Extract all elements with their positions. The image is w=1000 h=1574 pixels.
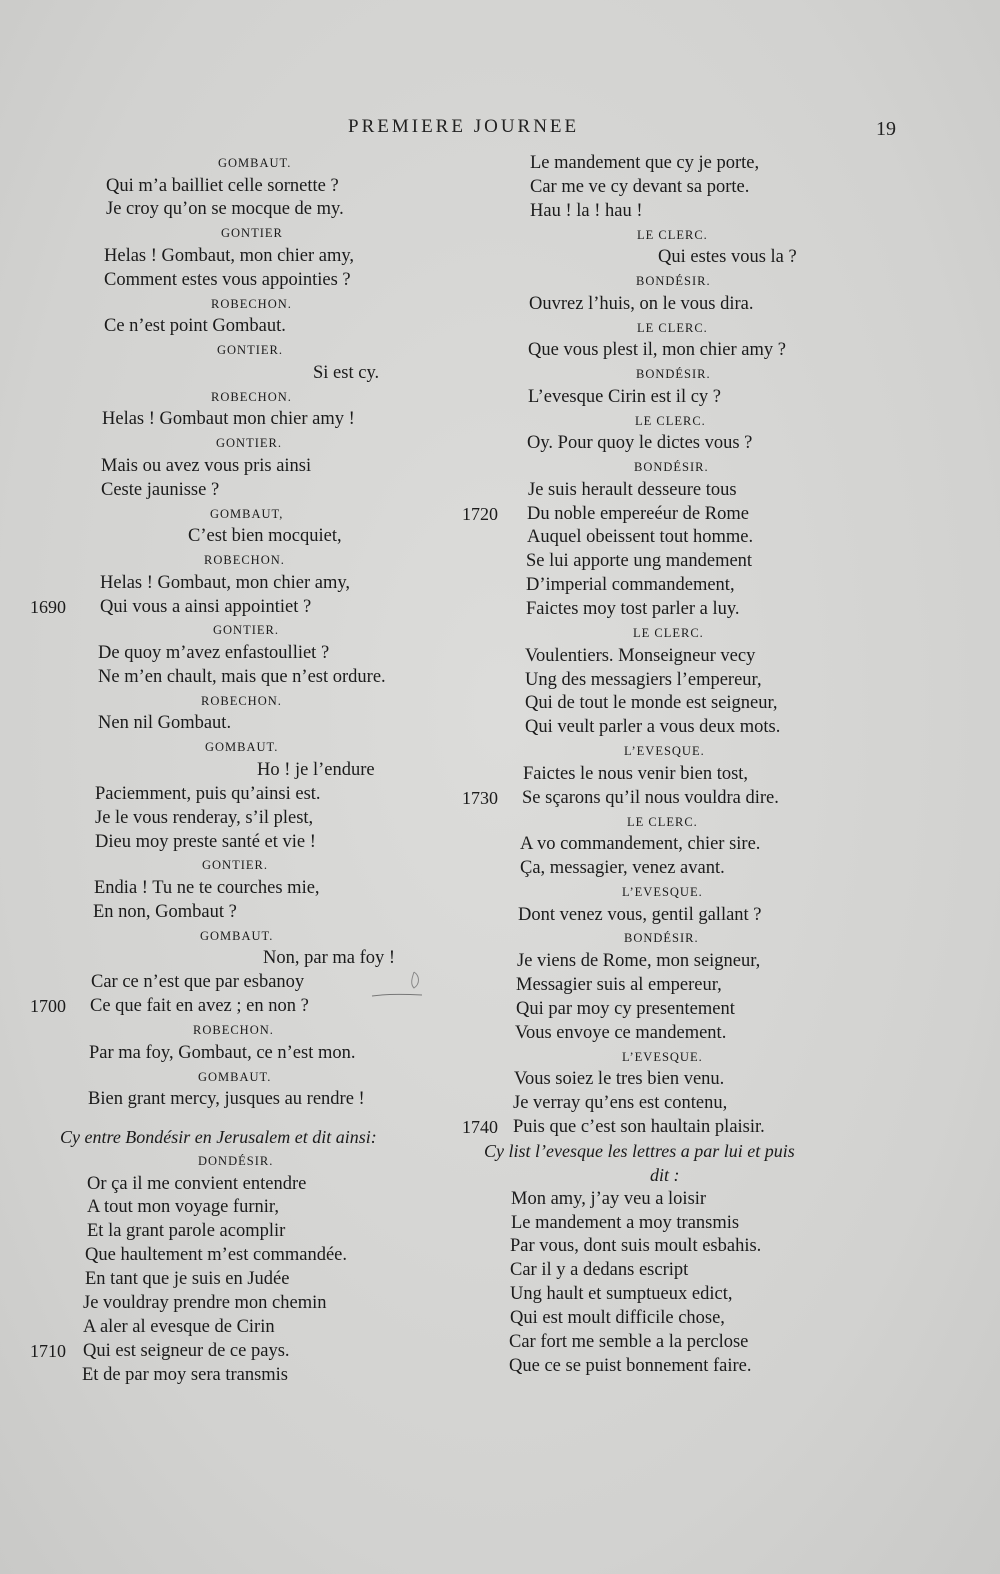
- line-text: Or ça il me convient entendre: [87, 1173, 307, 1194]
- speaker-label: GOMBAUT,: [210, 506, 284, 521]
- speaker-name: [30, 690, 450, 713]
- verse-line: [30, 1173, 450, 1197]
- verse-line: [462, 716, 862, 740]
- speaker-label: BONDÉSIR.: [634, 460, 709, 475]
- line-text: Qui est seigneur de ce pays.: [83, 1340, 290, 1361]
- verse-line: [462, 1331, 862, 1355]
- line-text: Le mandement a moy transmis: [511, 1212, 740, 1233]
- right-column: [462, 152, 862, 1379]
- speaker-label: BONDÉSIR.: [624, 931, 699, 946]
- speaker-name: [30, 854, 450, 877]
- verse-line: [30, 1268, 450, 1292]
- speaker-label: GOMBAUT.: [205, 740, 279, 755]
- line-text: Je verray qu’ens est contenu,: [513, 1093, 728, 1114]
- line-text: Dont venez vous, gentil gallant ?: [518, 904, 762, 925]
- stage-direction: [30, 1126, 450, 1150]
- line-text: Helas ! Gombaut, mon chier amy,: [104, 245, 355, 266]
- speaker-name: [462, 317, 862, 340]
- verse-line: [30, 596, 450, 620]
- verse-line: [462, 763, 862, 787]
- verse-line: [30, 1088, 450, 1112]
- line-text: Mais ou avez vous pris ainsi: [101, 455, 312, 476]
- verse-line: [462, 479, 862, 503]
- line-text: Se lui apporte ung mandement: [526, 551, 753, 572]
- verse-line: [462, 904, 862, 928]
- verse-line: [462, 669, 862, 693]
- speaker-label: DONDÉSIR.: [198, 1153, 274, 1168]
- speaker-name: [462, 811, 862, 834]
- verse-line: [30, 408, 450, 432]
- verse-line: [462, 152, 862, 176]
- line-text: Que haultement m’est commandée.: [85, 1245, 347, 1266]
- speaker-name: [30, 1150, 450, 1173]
- speaker-label: GONTIER.: [213, 623, 279, 638]
- verse-line: [30, 1292, 450, 1316]
- line-text: En non, Gombaut ?: [93, 901, 237, 922]
- verse-line: [462, 1355, 862, 1379]
- line-text: Je suis herault desseure tous: [528, 479, 737, 500]
- verse-line: [30, 831, 450, 855]
- verse-line: [30, 807, 450, 831]
- line-text: Car il y a dedans escript: [510, 1260, 689, 1281]
- speaker-label: LE CLERC.: [637, 320, 708, 335]
- line-text: Auquel obeissent tout homme.: [527, 527, 754, 548]
- verse-line: [30, 783, 450, 807]
- line-text: A vo commandement, chier sire.: [520, 834, 761, 855]
- verse-line: [462, 1307, 862, 1331]
- line-text: Bien grant mercy, jusques au rendre !: [88, 1089, 365, 1110]
- verse-line: [30, 1042, 450, 1066]
- verse-line: [462, 246, 862, 270]
- verse-line: [462, 950, 862, 974]
- speaker-name: [30, 339, 450, 362]
- verse-line: [462, 176, 862, 200]
- line-text: Je croy qu’on se mocque de my.: [106, 199, 344, 220]
- verse-line: [30, 666, 450, 690]
- verse-line: [30, 479, 450, 503]
- line-text: C’est bien mocquiet,: [188, 526, 342, 547]
- verse-line: [462, 1092, 862, 1116]
- speaker-label: L’EVESQUE.: [624, 744, 705, 759]
- verse-line: [462, 645, 862, 669]
- line-text: Messagier suis al empereur,: [516, 974, 722, 995]
- line-text: De quoy m’avez enfastoulliet ?: [98, 643, 330, 664]
- speaker-name: [462, 927, 862, 950]
- verse-line: [30, 175, 450, 199]
- stage-direction: [462, 1140, 862, 1164]
- speaker-name: [30, 1066, 450, 1089]
- speaker-label: LE CLERC.: [633, 626, 704, 641]
- line-text: Ung hault et sumptueux edict,: [510, 1284, 733, 1305]
- speaker-name: [462, 881, 862, 904]
- line-text: A tout mon voyage furnir,: [87, 1197, 279, 1218]
- running-title: PREMIERE JOURNEE: [348, 116, 580, 137]
- line-text: Que vous plest il, mon chier amy ?: [528, 340, 786, 361]
- section-gap: [30, 1112, 450, 1126]
- line-text: Faictes moy tost parler a luy.: [526, 599, 740, 620]
- line-text: Qui est moult difficile chose,: [510, 1308, 725, 1329]
- verse-line: [462, 1188, 862, 1212]
- verse-line: [30, 947, 450, 971]
- verse-line: [30, 245, 450, 269]
- page-header: [0, 116, 1000, 142]
- speaker-label: ROBECHON.: [201, 693, 282, 708]
- line-text: Qui m’a bailliet celle sornette ?: [106, 175, 339, 196]
- line-text: Faictes le nous venir bien tost,: [523, 763, 749, 784]
- verse-line: [30, 712, 450, 736]
- speaker-label: ROBECHON.: [204, 553, 285, 568]
- line-text: Je viens de Rome, mon seigneur,: [517, 951, 761, 972]
- line-text: Qui veult parler a vous deux mots.: [525, 717, 781, 738]
- speaker-label: LE CLERC.: [637, 227, 708, 242]
- speaker-name: [462, 456, 862, 479]
- speaker-name: [30, 736, 450, 759]
- line-number: 1720: [462, 503, 498, 524]
- line-text: Le mandement que cy je porte,: [530, 153, 760, 173]
- line-text: Hau ! la ! hau !: [530, 200, 643, 221]
- line-text: Nen nil Gombaut.: [98, 713, 232, 734]
- verse-line: [30, 525, 450, 549]
- line-text: Oy. Pour quoy le dictes vous ?: [527, 433, 753, 454]
- line-text: Mon amy, j’ay veu a loisir: [511, 1188, 707, 1209]
- speaker-label: ROBECHON.: [211, 389, 292, 404]
- line-text: Et de par moy sera transmis: [82, 1364, 289, 1385]
- verse-line: [30, 1220, 450, 1244]
- speaker-label: BONDÉSIR.: [636, 367, 711, 382]
- line-text: Puis que c’est son haultain plaisir.: [513, 1116, 765, 1137]
- speaker-name: [462, 1046, 862, 1069]
- verse-line: [30, 877, 450, 901]
- verse-line: [462, 598, 862, 622]
- line-text: Car me ve cy devant sa porte.: [530, 176, 750, 197]
- line-number: 1710: [30, 1340, 66, 1361]
- line-text: Vous soiez le tres bien venu.: [514, 1069, 725, 1090]
- speaker-name: [30, 619, 450, 642]
- line-text: Et la grant parole acomplir: [87, 1221, 286, 1242]
- speaker-label: GONTIER.: [216, 436, 282, 451]
- verse-line: [462, 1259, 862, 1283]
- line-text: Je vouldray prendre mon chemin: [83, 1293, 327, 1313]
- line-text: Ça, messagier, venez avant.: [520, 858, 725, 879]
- verse-line: [30, 1340, 450, 1364]
- verse-line: [462, 787, 862, 811]
- line-text: Voulentiers. Monseigneur vecy: [525, 645, 756, 666]
- speaker-name: [462, 740, 862, 763]
- verse-line: [462, 1022, 862, 1046]
- speaker-label: GONTIER: [221, 226, 283, 241]
- speaker-name: [462, 224, 862, 247]
- line-text: D’imperial commandement,: [526, 575, 735, 596]
- verse-line: [30, 362, 450, 386]
- line-text: Qui vous a ainsi appointiet ?: [100, 596, 312, 617]
- verse-line: [30, 1364, 450, 1388]
- verse-line: [30, 269, 450, 293]
- line-text: Par vous, dont suis moult esbahis.: [510, 1236, 762, 1257]
- verse-line: [30, 198, 450, 222]
- line-text: Ceste jaunisse ?: [101, 479, 220, 500]
- line-text: Dieu moy preste santé et vie !: [95, 831, 316, 852]
- line-text: Ce n’est point Gombaut.: [104, 316, 286, 337]
- speaker-label: GOMBAUT.: [198, 1069, 272, 1084]
- speaker-name: [30, 549, 450, 572]
- line-text: Non, par ma foy !: [263, 948, 396, 969]
- verse-line: [462, 339, 862, 363]
- speaker-name: [462, 363, 862, 386]
- verse-line: [30, 642, 450, 666]
- line-text: Cy list l’evesque les lettres a par lui et puis: [484, 1140, 795, 1161]
- verse-line: [462, 386, 862, 410]
- line-text: Qui estes vous la ?: [658, 247, 797, 268]
- verse-line: [462, 293, 862, 317]
- line-text: Qui par moy cy presentement: [516, 998, 735, 1019]
- line-text: Helas ! Gombaut, mon chier amy,: [100, 572, 351, 593]
- line-text: En tant que je suis en Judée: [85, 1269, 290, 1290]
- verse-line: [462, 526, 862, 550]
- line-text: Vous envoye ce mandement.: [515, 1022, 727, 1043]
- speaker-name: [462, 270, 862, 293]
- speaker-name: [30, 432, 450, 455]
- line-text: Se sçarons qu’il nous vouldra dire.: [522, 787, 779, 808]
- speaker-label: LE CLERC.: [627, 814, 698, 829]
- speaker-name: [30, 222, 450, 245]
- verse-line: [30, 455, 450, 479]
- line-text: Ung des messagiers l’empereur,: [525, 669, 762, 690]
- line-text: Ne m’en chault, mais que n’est ordure.: [98, 666, 386, 687]
- verse-line: [462, 503, 862, 527]
- line-text: Que ce se puist bonnement faire.: [509, 1355, 752, 1376]
- line-text: Cy entre Bondésir en Jerusalem et dit ainsi:: [60, 1127, 377, 1148]
- line-text: Ho ! je l’endure: [257, 759, 375, 780]
- line-number: 1700: [30, 996, 66, 1017]
- verse-line: [462, 432, 862, 456]
- verse-line: [462, 550, 862, 574]
- line-number: 1730: [462, 787, 498, 808]
- verse-line: [30, 572, 450, 596]
- verse-line: [462, 857, 862, 881]
- speaker-label: ROBECHON.: [193, 1023, 274, 1038]
- line-text: Paciemment, puis qu’ainsi est.: [95, 783, 321, 804]
- line-text: dit :: [650, 1164, 680, 1185]
- line-text: Je le vous renderay, s’il plest,: [95, 807, 314, 828]
- line-text: Qui de tout le monde est seigneur,: [525, 693, 778, 714]
- speaker-name: [462, 622, 862, 645]
- verse-line: [462, 1212, 862, 1236]
- verse-line: [30, 1244, 450, 1268]
- speaker-label: L’EVESQUE.: [622, 884, 703, 899]
- speaker-label: GONTIER.: [217, 343, 283, 358]
- verse-line: [30, 1196, 450, 1220]
- line-text: Si est cy.: [313, 362, 380, 383]
- verse-line: [30, 315, 450, 339]
- speaker-label: L’EVESQUE.: [622, 1049, 703, 1064]
- speaker-name: [30, 503, 450, 526]
- page-number: 19: [876, 118, 896, 140]
- speaker-name: [30, 1019, 450, 1042]
- line-text: A aler al evesque de Cirin: [83, 1316, 275, 1337]
- line-text: Endia ! Tu ne te courches mie,: [94, 878, 320, 899]
- line-number: 1740: [462, 1116, 498, 1137]
- speaker-label: GOMBAUT.: [218, 156, 292, 170]
- line-text: Helas ! Gombaut mon chier amy !: [102, 409, 355, 430]
- speaker-name: [462, 410, 862, 433]
- line-text: Comment estes vous appointies ?: [104, 269, 351, 290]
- verse-line: [462, 1235, 862, 1259]
- line-number: 1690: [30, 596, 66, 617]
- speaker-name: [30, 293, 450, 316]
- speaker-name: [30, 925, 450, 948]
- line-text: Ce que fait en avez ; en non ?: [90, 996, 309, 1017]
- speaker-label: ROBECHON.: [211, 296, 292, 311]
- line-text: Car fort me semble a la perclose: [509, 1331, 749, 1352]
- verse-line: [462, 200, 862, 224]
- verse-line: [462, 574, 862, 598]
- line-text: Car ce n’est que par esbanoy: [91, 972, 305, 993]
- line-text: Ouvrez l’huis, on le vous dira.: [529, 293, 754, 314]
- left-column: [30, 152, 450, 1388]
- verse-line: [30, 759, 450, 783]
- verse-line: [462, 1068, 862, 1092]
- speaker-label: GOMBAUT.: [200, 928, 274, 943]
- line-text: L’evesque Cirin est il cy ?: [528, 386, 722, 407]
- line-text: Par ma foy, Gombaut, ce n’est mon.: [89, 1042, 356, 1063]
- line-text: Du noble empereéur de Rome: [527, 503, 749, 524]
- speaker-label: BONDÉSIR.: [636, 274, 711, 289]
- verse-line: [462, 974, 862, 998]
- stage-direction: [462, 1164, 862, 1188]
- pencil-mark: [370, 970, 425, 1000]
- speaker-name: [30, 152, 450, 175]
- verse-line: [30, 1316, 450, 1340]
- verse-line: [462, 692, 862, 716]
- verse-line: [462, 1116, 862, 1140]
- speaker-name: [30, 386, 450, 409]
- verse-line: [462, 1283, 862, 1307]
- verse-line: [462, 998, 862, 1022]
- verse-line: [462, 833, 862, 857]
- verse-line: [30, 901, 450, 925]
- speaker-label: GONTIER.: [202, 858, 268, 873]
- speaker-label: LE CLERC.: [635, 413, 706, 428]
